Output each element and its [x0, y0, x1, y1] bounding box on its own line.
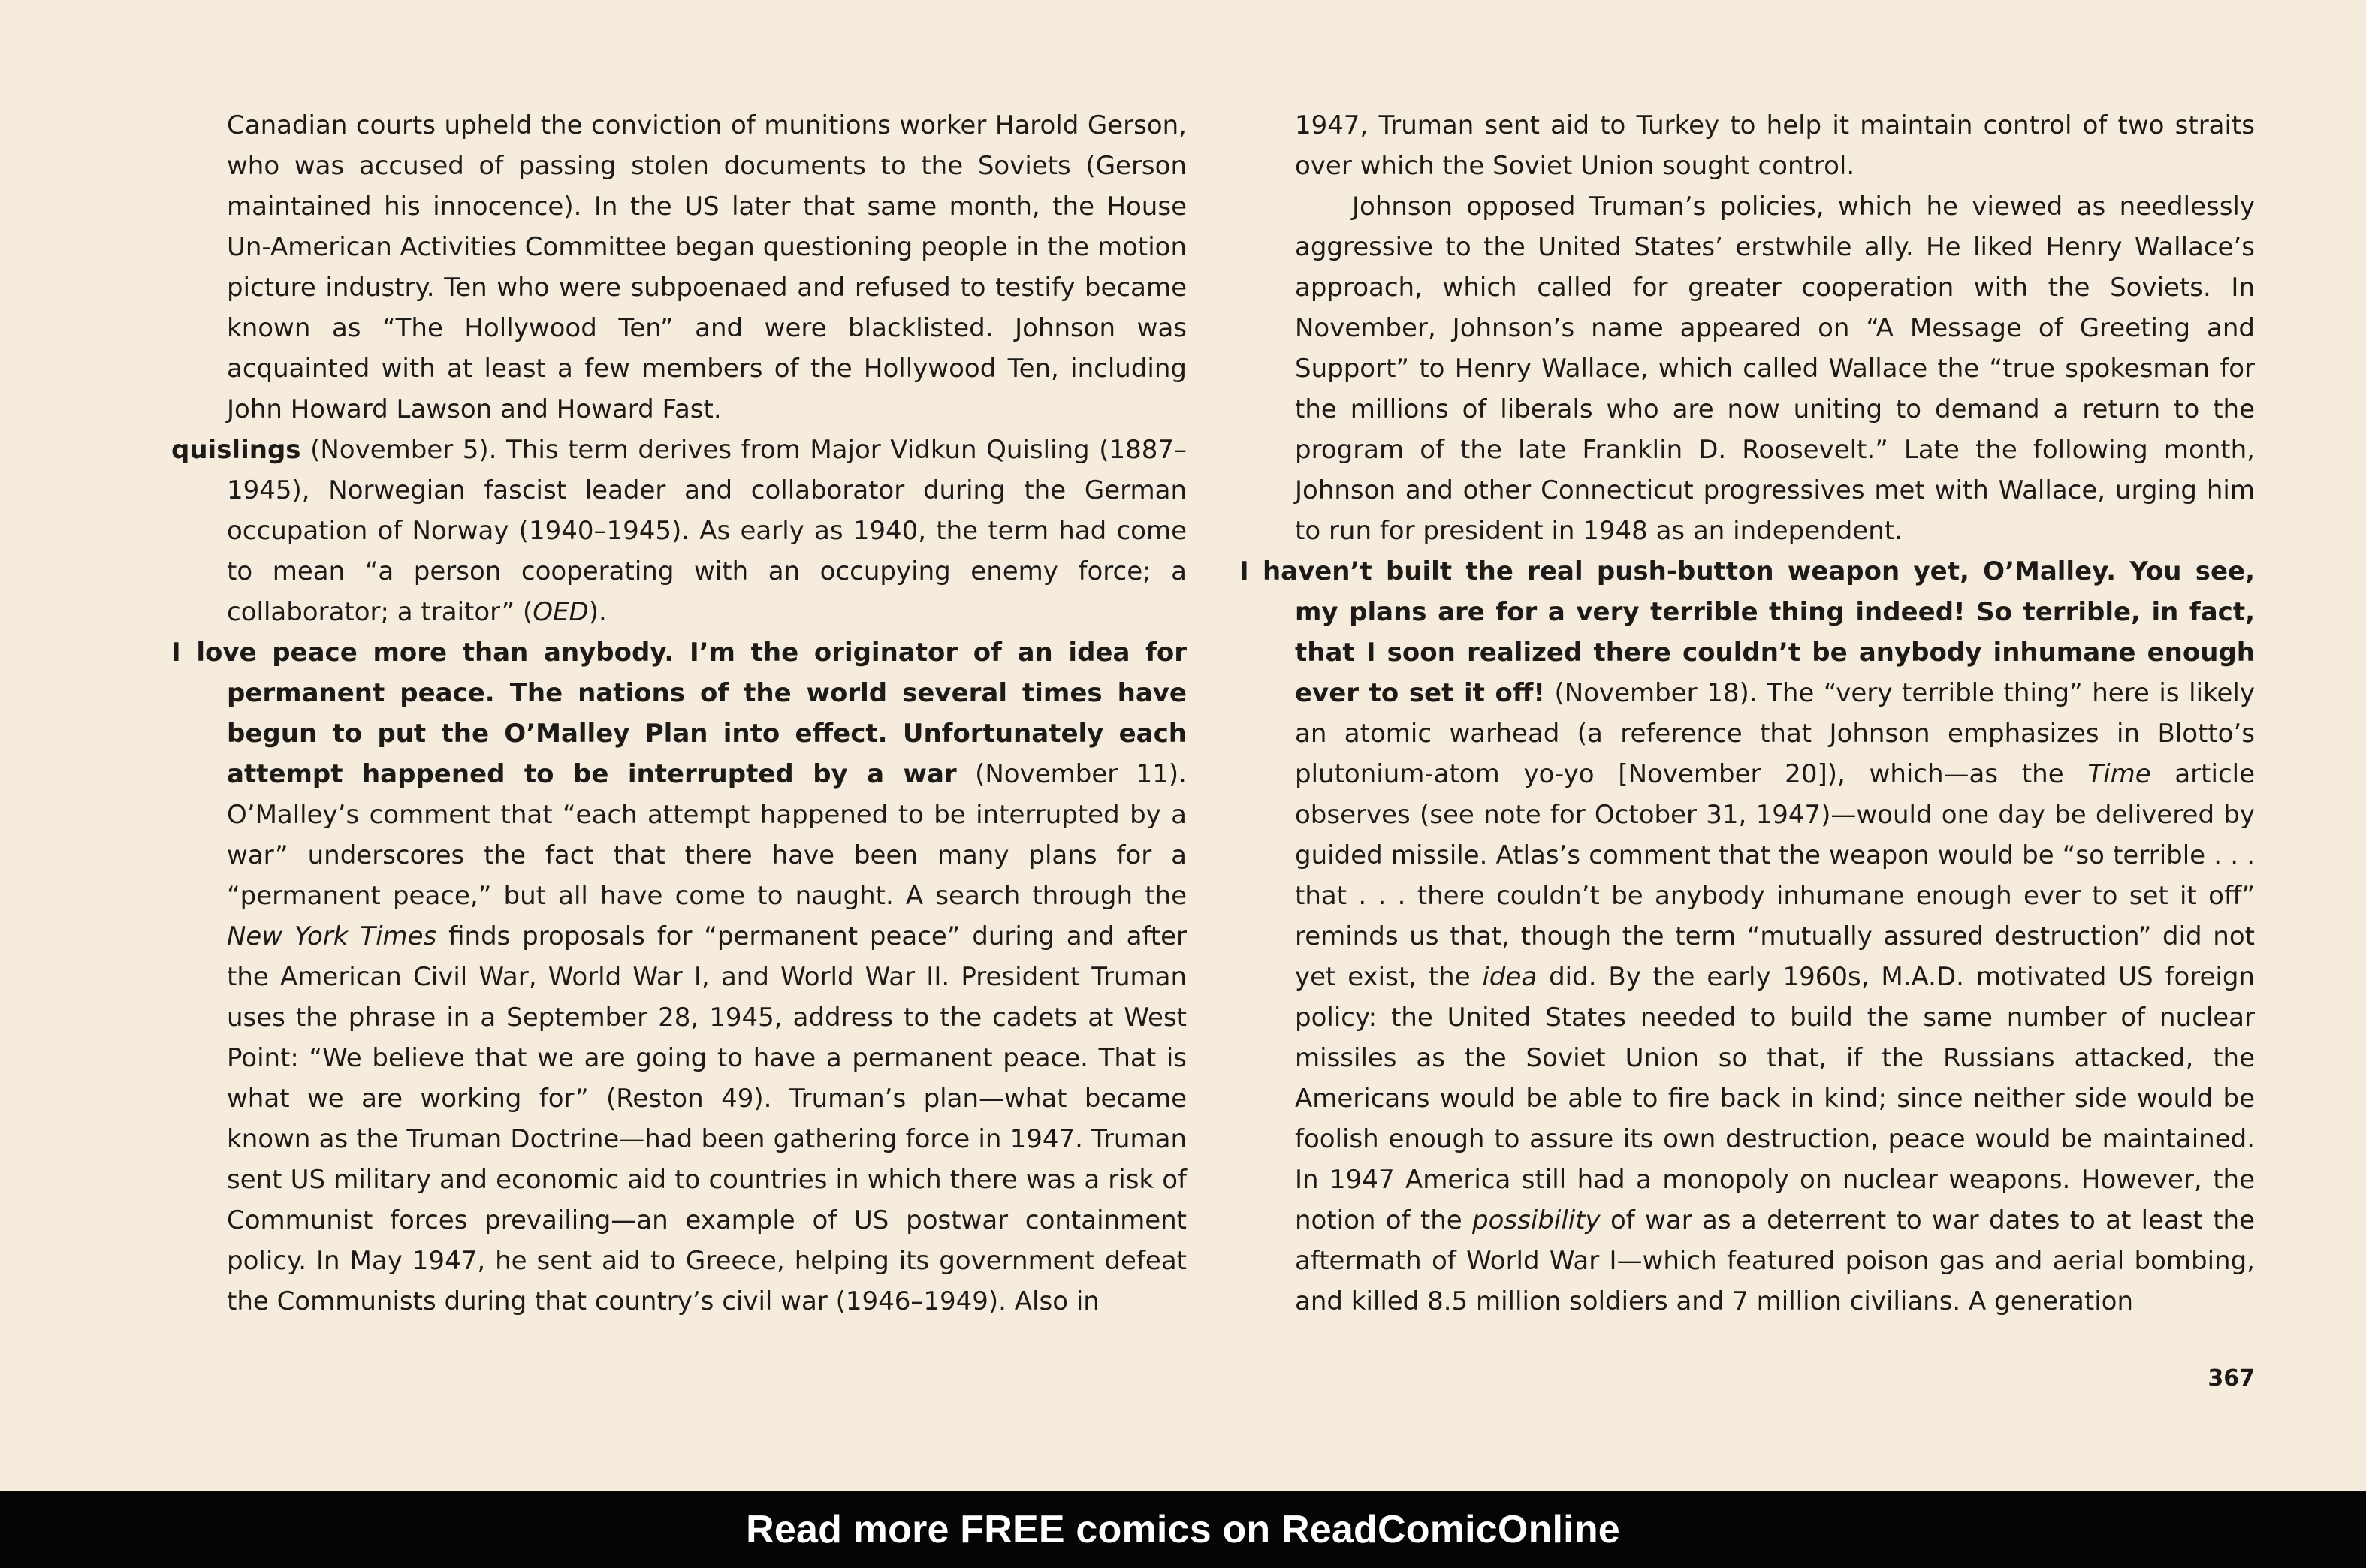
quislings-headword: quislings: [171, 435, 301, 465]
push-button-weapon-entry: [1239, 551, 2255, 1322]
hollywood-ten-paragraph: Canadian courts upheld the conviction of munitions worker Harold Gerson, who was accused of passing stolen documents to the Soviets (Gerson maintained his innocence). In the US later that same month, the House Un-American Activities Committee began questioning people in the motion picture industry. Ten who were subpoenaed and refused to testify became known as “The Hollywood Ten” and were blacklisted. Johnson was acquainted with at least a few members of the Hollywood Ten, including John Howard Lawson and Howard Fast.: [227, 110, 1187, 424]
page-number: 367: [2208, 1365, 2255, 1392]
push-button-weapon-text-1: (November 18). The “very terrible thing” here is likely an atomic warhead (a reference that Johnson emphasizes in Blotto’s plutonium-atom yo-yo [November 20]), which—as the: [1295, 678, 2255, 789]
push-button-weapon-text-2: article observes (see note for October 31, 1947)—would one day be delivered by guided missile. Atlas’s comment that the weapon would be “so terrible . . . that . . . there couldn’t be anybody inhumane enough ever to set it off” reminds us that, though the term “mutually assured destruction” did not yet exist, the: [1295, 759, 2255, 992]
permanent-peace-headword: I love peace more than anybody. I’m the originator of an idea for permanent peace. The nations of the world several times have begun to put the O’Malley Plan into effect. Unfortunately each attempt happened to be interrupted by a war: [171, 638, 1187, 789]
push-button-weapon-headword: I haven’t built the real push-button weapon yet, O’Malley. You see, my plans are for a very terrible thing indeed! So terrible, in fact, that I soon realized there couldn’t be anybody inhumane enough ever to set it off!: [1239, 556, 2255, 708]
push-button-weapon-emph-possibility: possibility: [1472, 1205, 1601, 1235]
left-column: [171, 105, 1187, 1322]
push-button-weapon-emph-idea: idea: [1482, 962, 1538, 992]
quislings-entry: [171, 430, 1187, 632]
push-button-weapon-text-3: did. By the early 1960s, M.A.D. motivated US foreign policy: the United States needed to build the same number of nuclear missiles as the Soviet Union so that, if the Russians attacked, the Americans would be able to fire back in kind; since neither side would be foolish enough to assure its own destruction, peace would be maintained. In 1947 America still had a monopoly on nuclear weapons. However, the notion of the: [1295, 962, 2255, 1235]
promo-banner[interactable]: [0, 1491, 2366, 1568]
johnson-wallace-paragraph: Johnson opposed Truman’s policies, which he viewed as needlessly aggressive to the United States’ erstwhile ally. He liked Henry Wallace’s approach, which called for greater cooperation with the Soviets. In November, Johnson’s name appeared on “A Message of Greeting and Support” to Henry Wallace, which called Wallace the “true spokesman for the millions of liberals who are now uniting to demand a return to the program of the late Franklin D. Roosevelt.” Late the following month, Johnson and other Connecticut progressives met with Wallace, urging him to run for president in 1948 as an independent.: [1295, 191, 2255, 546]
push-button-weapon-text-4: of war as a deterrent to war dates to at least the aftermath of World War I—which featured poison gas and aerial bombing, and killed 8.5 million soldiers and 7 million civilians. A generation: [1295, 1205, 2255, 1316]
permanent-peace-text-2: finds proposals for “permanent peace” during and after the American Civil War, World War I, and World War II. President Truman uses the phrase in a September 28, 1945, address to the cadets at West Point: “We believe that we are going to have a permanent peace. That is what we are working for” (Reston 49). Truman’s plan—what became known as the Truman Doctrine—had been gathering force in 1947. Truman sent US military and economic aid to countries in which there was a risk of Communist forces prevailing—an example of US postwar containment policy. In May 1947, he sent aid to Greece, helping its government defeat the Communists during that country’s civil war (1946–1949). Also in: [227, 921, 1188, 1316]
push-button-weapon-source: Time: [2087, 759, 2151, 789]
permanent-peace-text-1: (November 11). O’Malley’s comment that “each attempt happened to be interrupted by a war” underscores the fact that there have been many plans for a “permanent peace,” but all have come to naught. A search through the: [227, 759, 1187, 911]
permanent-peace-source: New York Times: [227, 921, 437, 951]
right-column: [1239, 105, 2255, 1322]
quislings-text-2: ).: [588, 597, 607, 627]
quislings-text-1: (November 5). This term derives from Major Vidkun Quisling (1887–1945), Norwegian fascist leader and collaborator during the German occupation of Norway (1940–1945). As early as 1940, the term had come to mean “a person cooperating with an occupying enemy force; a collaborator; a traitor” (: [227, 435, 1187, 627]
truman-turkey-paragraph: 1947, Truman sent aid to Turkey to help it maintain control of two straits over which the Soviet Union sought control.: [1295, 110, 2255, 181]
promo-banner-link[interactable]: Read more FREE comics on ReadComicOnline: [746, 1508, 1620, 1551]
quislings-source: OED: [533, 597, 589, 627]
permanent-peace-entry: [171, 632, 1187, 1322]
